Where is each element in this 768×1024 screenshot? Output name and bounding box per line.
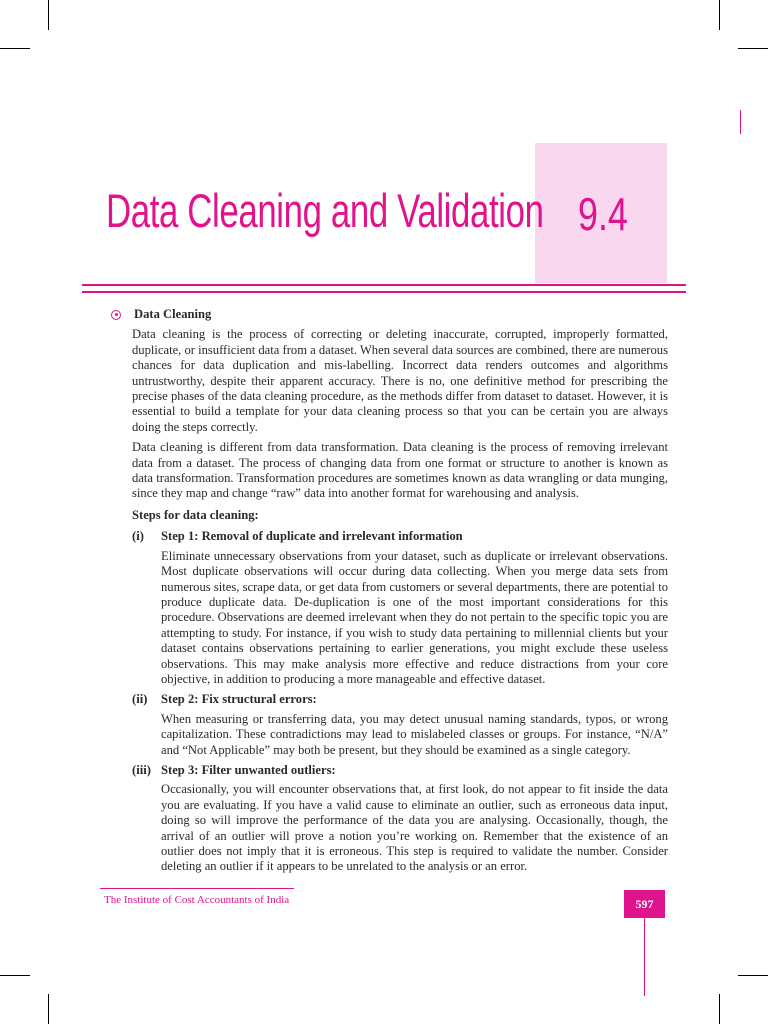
step-heading: [132, 692, 668, 707]
step-number: (ii): [132, 692, 148, 707]
crop-mark: [719, 994, 720, 1024]
footer-publisher: The Institute of Cost Accountants of India: [104, 894, 290, 906]
section-heading-text: Data Cleaning: [134, 307, 212, 321]
paragraph: Data cleaning is the process of correcting or deleting inaccurate, corrupted, improperly formatted, duplicate, or insufficient data from a dataset. When several data sources are combined, there are numerous chances for data duplication and mis-labelling. Incorrect data renders outcomes and algorithms untrustworthy, despite their apparent accuracy. There is no, one definitive method for prescribing the precise phases of the data cleaning procedure, as the methods differ from dataset to dataset. However, it is essential to build a template for your data cleaning process so that you can be certain you are always doing the steps correctly.: [132, 327, 668, 434]
step-body: When measuring or transferring data, you may detect unusual naming standards, typos, or wrong capitalization. These contradictions may lead to mislabeled classes or groups. For instance, “N/A” and “Not Applicable” may both be present, but they should be examined as a single category.: [161, 711, 668, 757]
step-number: (i): [132, 529, 144, 544]
step-heading: [132, 763, 668, 778]
footer-rule: [100, 888, 294, 889]
crop-mark: [0, 975, 30, 976]
crop-mark: [48, 0, 49, 30]
step-title: Step 1: Removal of duplicate and irrelevant information: [161, 529, 463, 544]
page-number: 597: [624, 890, 665, 918]
step-number: (iii): [132, 762, 151, 777]
chapter-title: Data Cleaning and Validation: [106, 184, 544, 237]
main-content: [100, 307, 668, 880]
paragraph: Data cleaning is different from data transformation. Data cleaning is the process of removing irrelevant data from a dataset. The process of changing data from one format or structure to another is known as data transformation. Transformation procedures are sometimes known as data wrangling or data munging, since they map and change “raw” data into another format for warehousing and analysis.: [132, 440, 668, 501]
step-title: Step 3: Filter unwanted outliers:: [161, 762, 336, 777]
steps-heading: Steps for data cleaning:: [132, 507, 259, 522]
target-bullet-icon: [111, 310, 121, 320]
step-body: Eliminate unnecessary observations from your dataset, such as duplicate or irrelevant observations. Most duplicate observations will occur during data collecting. When you merge data sets from numerous sites, scrape data, or get data from customers or several departments, there are potential to produce duplicate data. De-duplication is one of the most important considerations for this procedure. Observations are deemed irrelevant when they do not pertain to the specific topic you are attempting to study. For instance, if you wish to study data pertaining to millennial clients but your dataset contains observations pertaining to earlier generations, you might exclude these useless observations. This may make analysis more effective and reduce distractions from your core objective, in addition to producing a more manageable and effective dataset.: [161, 548, 668, 686]
page-number-line: [644, 918, 645, 996]
title-rule: [82, 284, 686, 286]
crop-mark: [738, 975, 768, 976]
crop-mark: [738, 48, 768, 49]
chapter-number: 9.4: [578, 188, 628, 240]
step-heading: [132, 529, 668, 544]
section-heading: [100, 307, 668, 322]
crop-mark: [0, 48, 30, 49]
title-rule: [82, 291, 686, 293]
step-body: Occasionally, you will encounter observations that, at first look, do not appear to fit inside the data you are evaluating. If you have a valid cause to eliminate an outlier, such as erroneous data input, doing so will improve the performance of the data you are analysing. Occasionally, though, the arrival of an outlier will prove a notion you’re working on. Remember that the existence of an outlier does not imply that it is erroneous. This step is required to validate the number. Consider deleting an outlier if it appears to be unrelated to the analysis or an error.: [161, 782, 668, 874]
step-title: Step 2: Fix structural errors:: [161, 692, 317, 707]
margin-mark: [740, 110, 741, 134]
crop-mark: [48, 994, 49, 1024]
crop-mark: [719, 0, 720, 30]
